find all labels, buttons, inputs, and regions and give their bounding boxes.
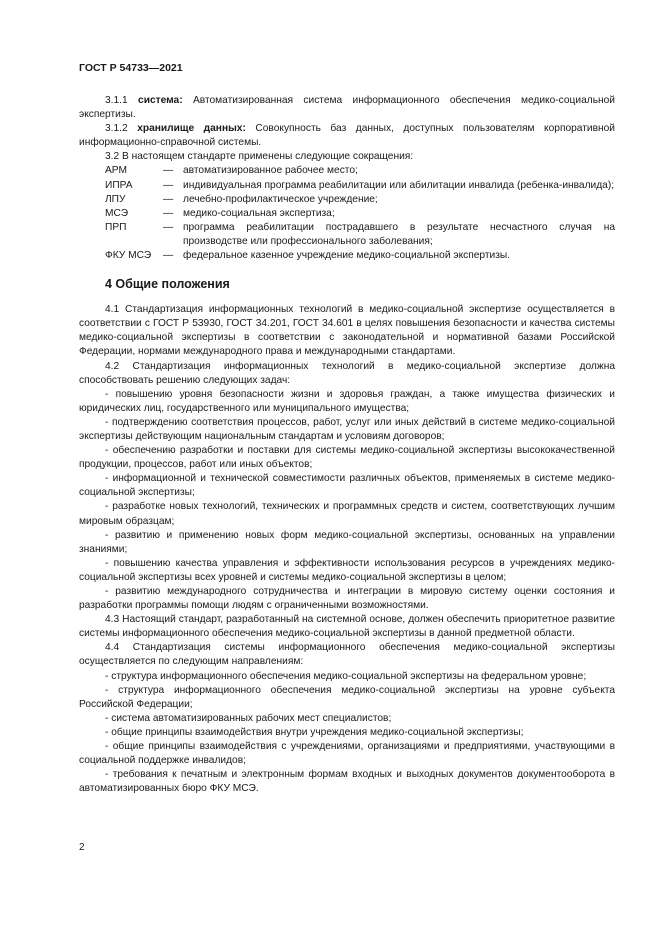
list-item: - развитию международного сотрудничества и интеграции в мировую систему оценки состояния и разработки программы помощи людям с ограниченными возможностями. <box>79 586 615 612</box>
definition-3-1-2: 3.1.2 хранилище данных: Совокупность баз данных, доступных пользователям корпоративной информационно-справочной системы. <box>79 123 615 149</box>
list-item: - информационной и технической совместимости различных объектов, применяемых в системе медико-социальной экспертизы; <box>79 473 615 499</box>
paragraph: 4.2 Стандартизация информационных технологий в медико-социальной экспертизе должна способствовать решению следующих задач: <box>79 360 615 386</box>
definition-3-1-1: 3.1.1 система: Автоматизированная система информационного обеспечения медико-социальной экспертизы. <box>79 95 615 121</box>
page-number: 2 <box>79 842 85 853</box>
abbreviation-item: ПРП — программа реабилитации пострадавшего в результате несчастного случая на производстве или профессионального заболевания; <box>105 221 615 247</box>
list-item: - развитию и применению новых форм медико-социальной экспертизы, основанных на управлении знаниями; <box>79 529 615 555</box>
list-item: - требования к печатным и электронным формам входных и выходных документов документооборота в автоматизированных бюро ФКУ МСЭ. <box>79 769 615 795</box>
list-item: - разработке новых технологий, технических и программных средств и систем, соответствующих лучшим мировым образцам; <box>79 501 615 527</box>
list-item: - общие принципы взаимодействия внутри учреждения медико-социальной экспертизы; <box>105 726 524 738</box>
list-item: - повышению качества управления и эффективности использования ресурсов в учреждениях медико-социальной экспертизы всех уровней и системы медико-социальной экспертизы в целом; <box>79 557 615 583</box>
paragraph: 4.3 Настоящий стандарт, разработанный на системной основе, должен обеспечить приоритетное развитие системы информационного обеспечения медико-социальной экспертизы в данной предметной области. <box>79 614 615 640</box>
list-item: - общие принципы взаимодействия с учреждениями, организациями и предприятиями, участвующими в социальной поддержке инвалидов; <box>79 741 615 767</box>
abbreviation-item: ИПРА — индивидуальная программа реабилитации или абилитации инвалида (ребенка-инвалида); <box>105 179 615 191</box>
page-content <box>79 94 615 796</box>
abbreviation-item: МСЭ — медико-социальная экспертиза; <box>105 207 335 219</box>
section-title: 4 Общие положения <box>105 277 230 292</box>
list-item: - обеспечению разработки и поставки для системы медико-социальной экспертизы высококачественной продукции, процессов, работ или иных объектов; <box>79 445 615 471</box>
list-item: - система автоматизированных рабочих мест специалистов; <box>105 712 392 724</box>
list-item: - повышению уровня безопасности жизни и здоровья граждан, а также имущества физических и юридических лиц, государственного или муниципального имущества; <box>79 388 615 414</box>
abbreviations-intro: 3.2 В настоящем стандарте применены следующие сокращения: <box>105 151 414 163</box>
paragraph: 4.1 Стандартизация информационных технологий в медико-социальной экспертизе осуществляется в соответствии с ГОСТ Р 53930, ГОСТ 34.201, ГОСТ 34.601 в целях повышения безопасности и качества системы медико-социальной экспертизы в соответствии с законодательной и нормативной базами Российской Федерации, нормами международного права и международными стандартами. <box>79 304 615 358</box>
abbreviation-item: ФКУ МСЭ — федеральное казенное учреждение медико-социальной экспертизы. <box>105 250 511 262</box>
abbreviation-item: ЛПУ — лечебно-профилактическое учреждение; <box>105 193 378 205</box>
list-item: - подтверждению соответствия процессов, работ, услуг или иных действий в системе медико-социальной экспертизы действующим национальным стандартам и условиям договоров; <box>79 416 615 442</box>
abbreviation-item: АРМ — автоматизированное рабочее место; <box>105 165 358 177</box>
list-item: - структура информационного обеспечения медико-социальной экспертизы на уровне субъекта Российской Федерации; <box>79 684 615 710</box>
paragraph: 4.4 Стандартизация системы информационного обеспечения медико-социальной экспертизы осуществляется по следующим направлениям: <box>79 642 615 668</box>
abbreviations-list <box>79 164 615 263</box>
document-header: ГОСТ Р 54733—2021 <box>79 62 183 74</box>
list-item: - структура информационного обеспечения медико-социальной экспертизы на федеральном уровне; <box>105 670 587 682</box>
